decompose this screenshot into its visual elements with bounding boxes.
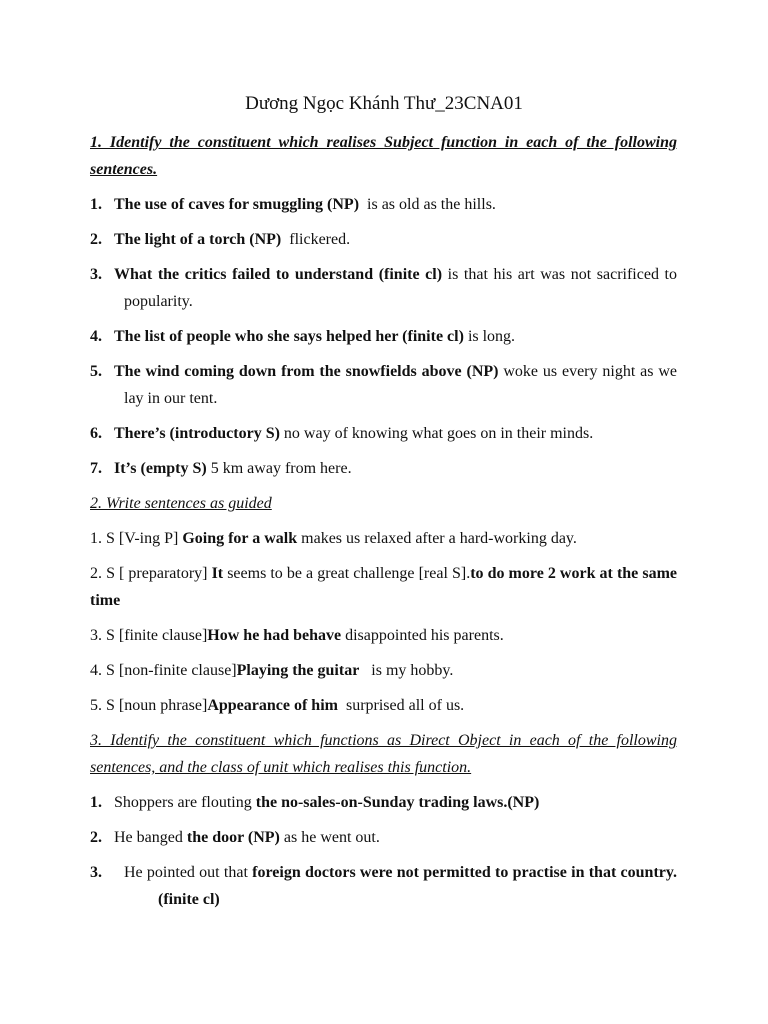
- sentence-rest: disappointed his parents.: [341, 627, 504, 644]
- section1-item-2: [90, 226, 677, 253]
- sentence-rest: flickered.: [281, 231, 351, 248]
- sentence-rest: is that his art was not sacrificed to popularity.: [124, 266, 677, 310]
- item-number: 1.: [90, 794, 102, 811]
- sentence-rest: no way of knowing what goes on in their minds.: [279, 425, 594, 442]
- guide-label: 3. S [finite clause]: [90, 627, 208, 644]
- item-number: 1.: [90, 196, 102, 213]
- item-number: 5.: [90, 363, 102, 380]
- item-number: 3.: [90, 266, 102, 283]
- guide-label: 5. S [noun phrase]: [90, 697, 208, 714]
- subject-answer: Going for a walk: [182, 530, 298, 547]
- item-number: 2.: [90, 231, 102, 248]
- sentence-rest: is as old as the hills.: [359, 196, 496, 213]
- section1-item-5: [90, 358, 677, 412]
- sentence-rest: 5 km away from here.: [206, 460, 352, 477]
- section3-item-1: [90, 789, 677, 816]
- section1-item-1: [90, 191, 677, 218]
- subject-answer: Playing the guitar: [236, 662, 360, 679]
- subject-constituent: The wind coming down from the snowfields above (NP): [114, 363, 499, 380]
- sentence-rest: seems to be a great challenge [real S].: [223, 565, 471, 582]
- sentence-rest: woke us every night as we lay in our tent.: [124, 363, 678, 407]
- section1-item-3: [90, 261, 677, 315]
- document-body: [90, 129, 685, 921]
- item-number: 6.: [90, 425, 102, 442]
- guide-label: 4. S [non-finite clause]: [90, 662, 237, 679]
- section2-item-2: [90, 560, 677, 614]
- sentence-pre: He pointed out that: [124, 864, 253, 881]
- section1-item-4: [90, 323, 677, 350]
- item-number: 3.: [90, 864, 102, 881]
- subject-answer: Appearance of him: [207, 697, 338, 714]
- section2-item-1: [90, 525, 677, 552]
- guide-label: 2. S [ preparatory]: [90, 565, 212, 582]
- guide-label: 1. S [V-ing P]: [90, 530, 183, 547]
- sentence-rest: is long.: [463, 328, 516, 345]
- section3-heading: 3. Identify the constituent which functions as Direct Object in each of the following sentences, and the class of unit which realises this function.: [90, 732, 677, 776]
- section3-item-2: [90, 824, 677, 851]
- item-number: 2.: [90, 829, 102, 846]
- subject-constituent: The use of caves for smuggling (NP): [114, 196, 360, 213]
- subject-constituent: There’s (introductory S): [114, 425, 280, 442]
- section2-heading: 2. Write sentences as guided: [90, 495, 272, 512]
- section3-item-3: [90, 859, 685, 913]
- sentence-rest: surprised all of us.: [337, 697, 465, 714]
- sentence-pre: He banged: [114, 829, 187, 846]
- sentence-pre: Shoppers are flouting: [114, 794, 256, 811]
- item-number: 4.: [90, 328, 102, 345]
- section1-heading: 1. Identify the constituent which realises Subject function in each of the following sentences.: [90, 134, 677, 178]
- object-constituent: the door (NP): [186, 829, 280, 846]
- object-constituent: the no-sales-on-Sunday trading laws.(NP): [255, 794, 540, 811]
- section2-item-4: [90, 657, 677, 684]
- object-constituent: foreign doctors were not permitted to practise in that country. (finite cl): [158, 864, 685, 908]
- sentence-rest: makes us relaxed after a hard-working day.: [297, 530, 577, 547]
- section2-item-5: [90, 692, 677, 719]
- subject-answer: How he had behave: [207, 627, 342, 644]
- sentence-post: as he went out.: [279, 829, 380, 846]
- section1-item-6: [90, 420, 677, 447]
- section2-item-3: [90, 622, 677, 649]
- subject-constituent: The list of people who she says helped her (finite cl): [114, 328, 464, 345]
- item-number: 7.: [90, 460, 102, 477]
- document-title: Dương Ngọc Khánh Thư_23CNA01: [245, 93, 523, 114]
- sentence-rest: is my hobby.: [359, 662, 454, 679]
- real-subject: to do more 2 work at the same time: [90, 565, 677, 609]
- subject-constituent: The light of a torch (NP): [114, 231, 282, 248]
- subject-answer: It: [211, 565, 224, 582]
- subject-constituent: It’s (empty S): [114, 460, 207, 477]
- subject-constituent: What the critics failed to understand (finite cl): [114, 266, 443, 283]
- section1-item-7: [90, 455, 677, 482]
